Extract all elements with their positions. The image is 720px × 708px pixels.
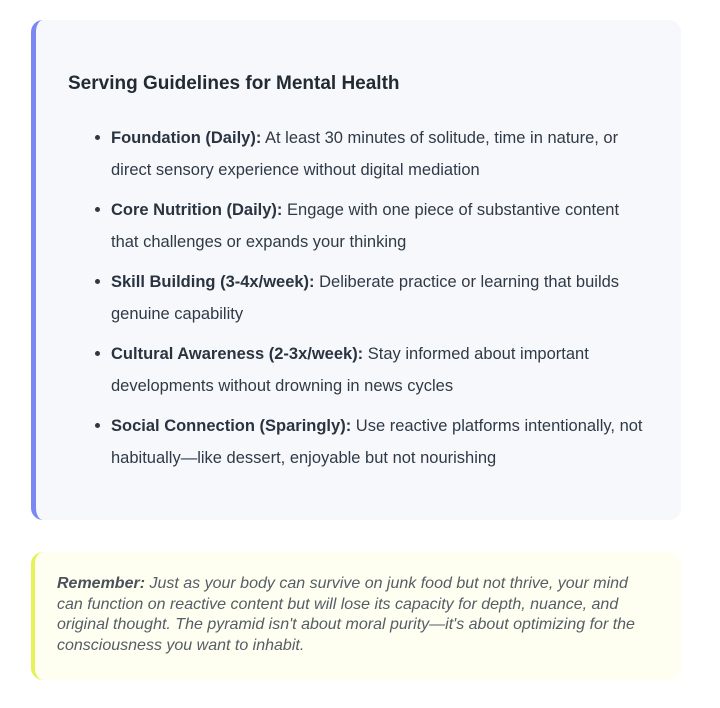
guideline-text: Engage with one piece of substantive content that challenges or expands your thinking bbox=[111, 201, 620, 251]
guideline-label: Foundation (Daily): bbox=[111, 129, 262, 147]
guideline-label: Cultural Awareness (2-3x/week): bbox=[111, 345, 364, 363]
guideline-text: Deliberate practice or learning that builds genuine capability bbox=[111, 273, 620, 323]
guideline-text: At least 30 minutes of solitude, time in nature, or direct sensory experience without digital mediation bbox=[111, 129, 619, 179]
reminder-card bbox=[31, 552, 681, 680]
guidelines-list bbox=[68, 122, 645, 474]
reminder-text: Just as your body can survive on junk food but not thrive, your mind can function on reactive content but will lose its capacity for depth, nuance, and original thought. The pyramid isn't about moral purity—it's about optimizing for the consciousness you want to inhabit. bbox=[57, 575, 635, 654]
reminder-label: Remember: bbox=[57, 575, 146, 592]
guideline-item-social-connection bbox=[111, 410, 645, 474]
guideline-item-cultural-awareness bbox=[111, 338, 645, 402]
serving-guidelines-card bbox=[31, 20, 681, 520]
guideline-label: Core Nutrition (Daily): bbox=[111, 201, 283, 219]
guideline-text: Use reactive platforms intentionally, not habitually—like dessert, enjoyable but not nourishing bbox=[111, 417, 643, 467]
guideline-text: Stay informed about important developments without drowning in news cycles bbox=[111, 345, 589, 395]
guidelines-title: Serving Guidelines for Mental Health bbox=[68, 73, 400, 94]
reminder-paragraph bbox=[57, 574, 653, 656]
guideline-label: Skill Building (3-4x/week): bbox=[111, 273, 315, 291]
guideline-item-skill-building bbox=[111, 266, 645, 330]
guideline-item-foundation bbox=[111, 122, 645, 186]
guideline-item-core-nutrition bbox=[111, 194, 645, 258]
guideline-label: Social Connection (Sparingly): bbox=[111, 417, 352, 435]
